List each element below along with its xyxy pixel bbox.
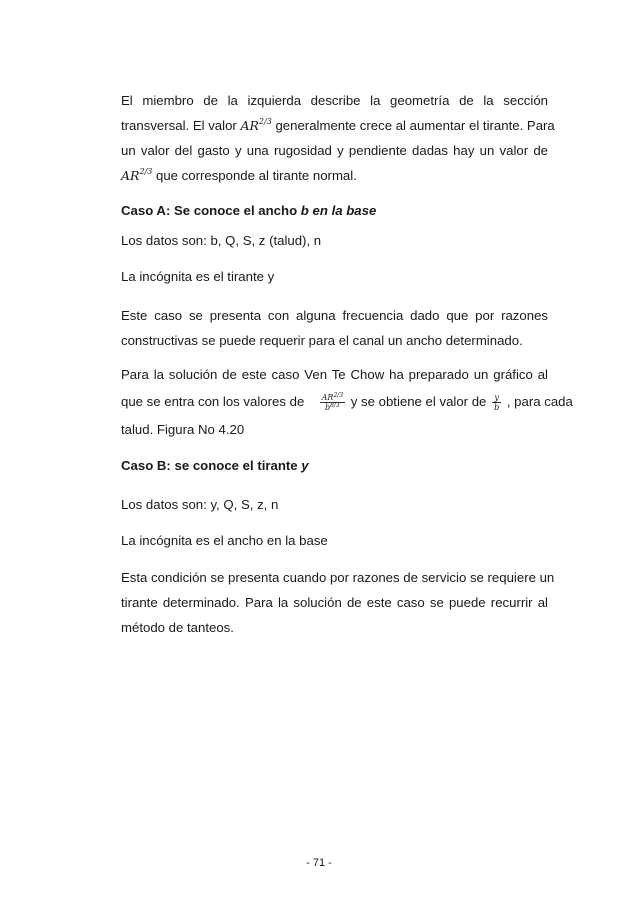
intro-paragraph [121, 88, 555, 188]
heading-emphasis: y [301, 458, 309, 473]
case-b-data-line [121, 492, 548, 517]
case-b-unknown-line [121, 528, 548, 553]
fraction-denominator: b [494, 403, 500, 413]
text-line: Para la solución de este caso Ven Te Chow ha preparado un gráfico al [121, 367, 548, 382]
text-line [121, 113, 555, 138]
text-line: talud. Figura No 4.20 [121, 422, 245, 437]
text-line: método de tanteos. [121, 620, 234, 635]
text-fragment: y se obtiene el valor de [350, 394, 487, 409]
text-line [121, 387, 573, 417]
math-exponent: 2/3 [139, 167, 153, 176]
case-b-paragraph [121, 565, 555, 640]
math-expression [240, 118, 271, 133]
text-line: Los datos son: y, Q, S, z, n [121, 497, 279, 512]
heading-text: Caso B: se conoce el tirante [121, 458, 302, 473]
text-fragment: que corresponde al tirante normal. [156, 168, 357, 183]
text-line [121, 163, 548, 188]
text-line: un valor del gasto y una rugosidad y pendiente dadas hay un valor de [121, 143, 548, 158]
text-fragment: transversal. El valor [121, 118, 237, 133]
text-line: El miembro de la izquierda describe la geometría de la sección [121, 93, 548, 108]
text-fragment: , para cada [506, 394, 573, 409]
page-number: - 71 - [306, 857, 332, 869]
math-base: b [324, 403, 331, 413]
fraction-denominator [320, 403, 345, 412]
case-a-heading [121, 198, 376, 223]
fraction-numerator: y [492, 393, 501, 403]
text-line: Los datos son: b, Q, S, z (talud), n [121, 233, 322, 248]
text-line: Esta condición se presenta cuando por razones de servicio se requiere un [121, 570, 555, 585]
text-line: tirante determinado. Para la solución de este caso se puede recurrir al [121, 595, 548, 610]
text-line: constructivas se puede requerir para el canal un ancho determinado. [121, 333, 523, 348]
math-expression [121, 168, 152, 183]
math-base: AR [240, 118, 259, 133]
case-a-data-line [121, 228, 548, 253]
math-base: AR [321, 393, 334, 403]
heading-text: Caso A: Se conoce el ancho [121, 203, 301, 218]
text-line: La incógnita es el ancho en la base [121, 533, 328, 548]
math-base: AR [121, 168, 140, 183]
math-exponent: 2/3 [258, 117, 272, 126]
fraction-ar-over-b [320, 393, 345, 412]
math-exponent: 2/3 [333, 392, 344, 400]
text-fragment: que se entra con los valores de [121, 394, 305, 409]
text-fragment: generalmente crece al aumentar el tirante. Para [275, 118, 555, 133]
case-a-unknown-line [121, 264, 548, 289]
text-line: Este caso se presenta con alguna frecuencia dado que por razones [121, 308, 548, 323]
fraction-y-over-b [492, 393, 501, 412]
case-a-paragraph [121, 303, 548, 353]
chow-paragraph [121, 362, 573, 442]
heading-emphasis: b en la base [300, 203, 377, 218]
text-line: La incógnita es el tirante y [121, 269, 275, 284]
case-b-heading [121, 453, 309, 478]
math-exponent: 8/3 [330, 402, 340, 410]
